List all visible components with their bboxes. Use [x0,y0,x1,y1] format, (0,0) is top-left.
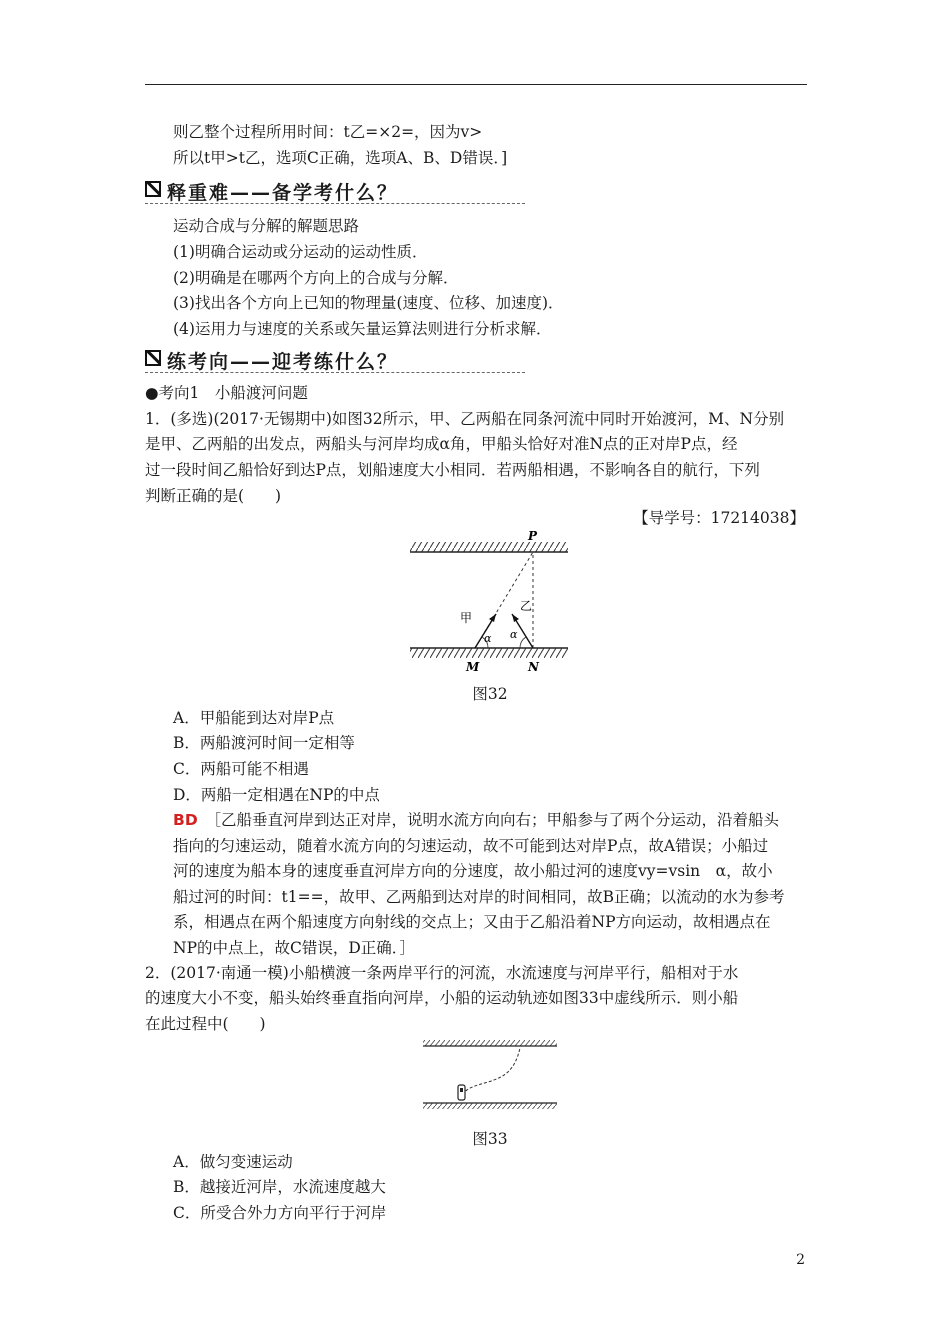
figure-caption: 图33 [472,1130,508,1148]
list-item: (3)找出各个方向上已知的物理量(速度、位移、加速度)． [173,294,564,312]
answer-key: BD [173,811,198,829]
question-text: 的速度大小不变，船头始终垂直指向河岸，小船的运动轨迹如图33中虚线所示．则小船 [145,989,739,1007]
question-text: 在此过程中( ) [145,1015,266,1033]
answer-text: 指向的匀速运动，随着水流方向的匀速运动，故不可能到达对岸P点，故A错误；小船过 [173,837,769,855]
answer-text: ［乙船垂直河岸到达正对岸，说明水流方向向右；甲船参与了两个分运动，沿着船头 [213,811,779,829]
answer-text: NP的中点上，故C错误，D正确．］ [173,939,416,957]
page-number: 2 [796,1252,805,1268]
answer-text: 河的速度为船本身的速度垂直河岸方向的分速度，故小船过河的速度vy=vsin α，故小 [173,862,773,880]
section-title: 练考向——迎考练什么？ [167,351,399,373]
topic-heading: ●考向1 小船渡河问题 [145,384,308,402]
section-heading-practice [145,347,525,373]
figure-32-diagram [400,528,580,678]
label-alpha-1: α [484,632,492,645]
figure-caption: 图32 [472,685,508,703]
header-rule [145,84,807,85]
label-yi: 乙 [520,599,533,613]
figure-33-diagram [420,1040,560,1120]
answer-text: 系，相遇点在两个船速度方向射线的交点上；又由于乙船沿着NP方向运动，故相遇点在 [173,913,771,931]
label-jia: 甲 [460,611,473,625]
label-n: N [528,660,539,674]
list-item: (4)运用力与速度的关系或矢量运算法则进行分析求解． [173,320,552,338]
text-line: 则乙整个过程所用时间：t乙=×2=，因为v> [173,123,483,141]
option-c: C．所受合外力方向平行于河岸 [173,1204,387,1222]
near-bank-hatching [423,1103,557,1109]
answer-line [173,808,779,832]
section-marker-icon [145,350,161,366]
question-text: 判断正确的是( ) [145,487,282,505]
yi-arrowhead [512,614,519,622]
option-a: A．甲船能到达对岸P点 [173,709,335,727]
option-b: B．越接近河岸，水流速度越大 [173,1178,386,1196]
dashed-rule [145,372,525,373]
angle-arc-yi [520,637,526,648]
label-alpha-2: α [510,628,518,641]
boat-icon [458,1085,465,1100]
section-intro: 运动合成与分解的解题思路 [173,217,360,235]
far-bank-hatching [410,542,568,552]
option-a: A．做匀变速运动 [173,1153,293,1171]
question-text: 2．(2017·南通一模)小船横渡一条两岸平行的河流，水流速度与河岸平行，船相对于水 [145,964,739,982]
label-p: P [528,529,538,543]
question-text: 1．(多选)(2017·无锡期中)如图32所示，甲、乙两船在同条河流中同时开始渡河，M、N分别 [145,410,785,428]
section-marker-icon [145,181,161,197]
label-m: M [466,660,480,674]
list-item: (1)明确合运动或分运动的运动性质． [173,243,428,261]
answer-text: 船过河的时间：t1==，故甲、乙两船到达对岸的时间相同，故B正确；以流动的水为参考 [173,888,785,906]
near-bank-hatching [410,648,568,658]
text-line: 所以t甲>t乙，选项C正确，选项A、B、D错误．] [173,149,508,167]
list-item: (2)明确是在哪两个方向上的合成与分解． [173,269,459,287]
jia-arrowhead [489,614,496,622]
far-bank-hatching [423,1040,557,1046]
section-heading-review [145,178,525,204]
question-text: 是甲、乙两船的出发点，两船头与河岸均成α角，甲船头恰好对准N点的正对岸P点，经 [145,435,738,453]
option-c: C．两船可能不相遇 [173,760,309,778]
option-d: D．两船一定相遇在NP的中点 [173,786,380,804]
boat-mark [460,1088,463,1092]
option-b: B．两船渡河时间一定相等 [173,734,355,752]
question-text: 过一段时间乙船恰好到达P点，划船速度大小相同．若两船相遇，不影响各自的航行，下列 [145,461,760,479]
guide-number: 【导学号：17214038】 [633,509,805,527]
dashed-rule [145,203,525,204]
section-title: 释重难——备学考什么？ [167,182,399,204]
boat-trajectory [462,1048,520,1100]
